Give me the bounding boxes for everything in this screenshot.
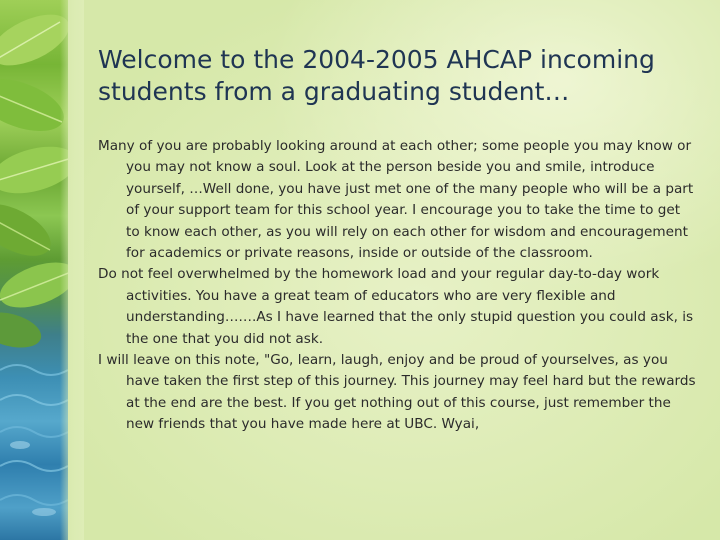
paragraph-workload: Do not feel overwhelmed by the homework load and your regular day-to-day work activities. You have a great team of educators who are very flexible and understanding…….As I have learned that the only stupid question you could ask, is the one that you did not ask. [98, 266, 694, 347]
water-icon [0, 0, 68, 540]
slide-body [98, 136, 696, 436]
slide-title: Welcome to the 2004-2005 AHCAP incoming students from a graduating student… [98, 45, 655, 106]
strip-fade [60, 0, 84, 540]
paragraph-introduction: Many of you are probably looking around at each other; some people you may know or you may not know a soul. Look at the person beside you and smile, introduce yourself, …Well done, you have just met one of the many people who will be a part of your support team for this school year. I encourage you to take the time to get to know each other, as you will rely on each other for wisdom and encouragement for academics or private reasons, inside or outside of the classroom. [98, 138, 694, 262]
decorative-strip [0, 0, 68, 540]
paragraph-closing: I will leave on this note, "Go, learn, laugh, enjoy and be proud of yourselves, as you have taken the first step of this journey. This journey may feel hard but the rewards at the end are the best. If you get nothing out of this course, just remember the new friends that you have made here at UBC. Wyai, [98, 352, 696, 433]
